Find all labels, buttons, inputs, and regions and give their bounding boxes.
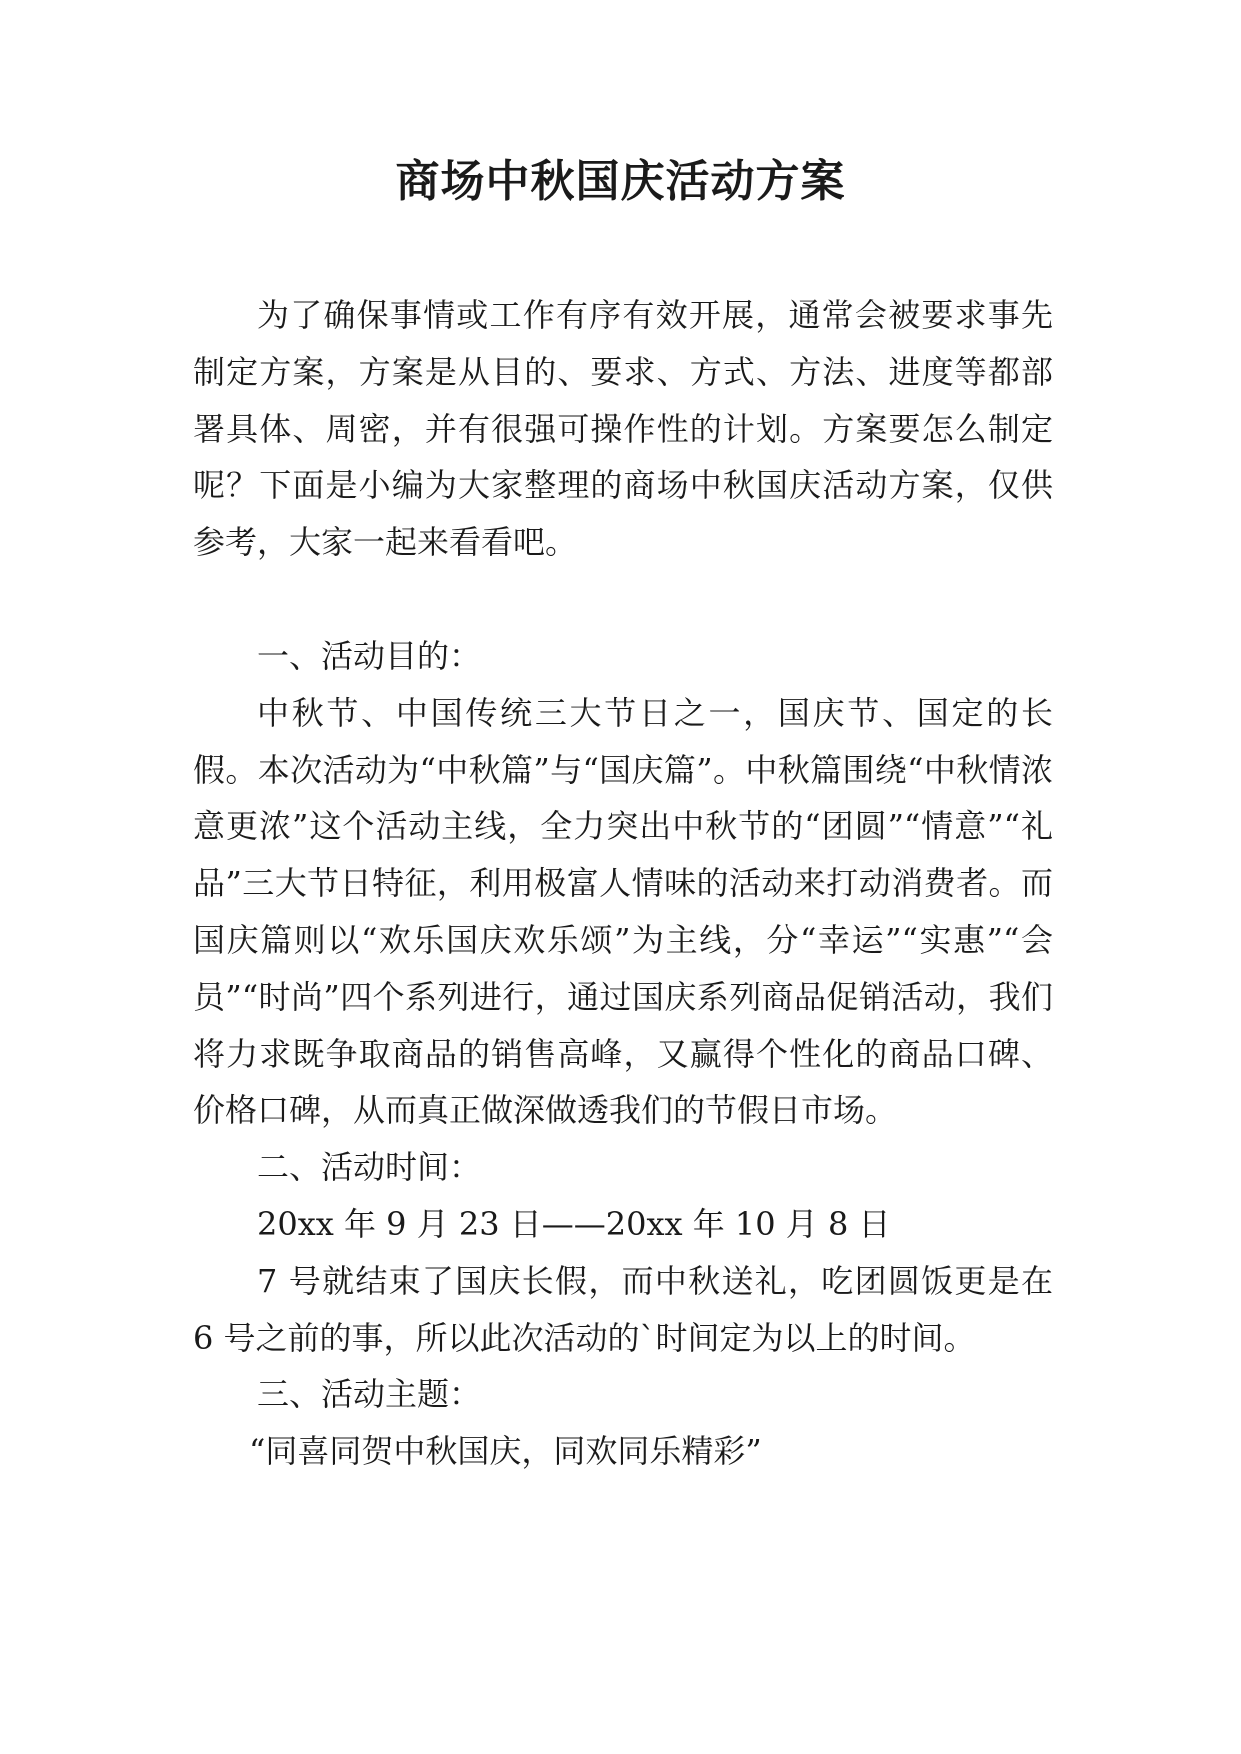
time-explanation-paragraph: 7 号就结束了国庆长假，而中秋送礼，吃团圆饭更是在 6 号之前的事，所以此次活动的`时间定为以上的时间。 bbox=[193, 1261, 1053, 1357]
section-heading-purpose: 一、活动目的： bbox=[257, 636, 482, 675]
theme-slogan: “同喜同贺中秋国庆，同欢同乐精彩” bbox=[249, 1432, 762, 1471]
intro-paragraph: 为了确保事情或工作有序有效开展，通常会被要求事先制定方案，方案是从目的、要求、方式、方法、进度等都部署具体、周密，并有很强可操作性的计划。方案要怎么制定呢？下面是小编为大家整理的商场中秋国庆活动方案，仅供参考，大家一起来看看吧。 bbox=[193, 296, 1053, 562]
section-heading-theme: 三、活动主题： bbox=[257, 1375, 482, 1414]
time-range-paragraph: 20xx 年 9 月 23 日——20xx 年 10 月 8 日 bbox=[257, 1204, 891, 1243]
purpose-paragraph: 中秋节、中国传统三大节日之一，国庆节、国定的长假。本次活动为“中秋篇”与“国庆篇”。中秋篇围绕“中秋情浓意更浓”这个活动主线，全力突出中秋节的“团圆”“情意”“礼品”三大节日特征，利用极富人情味的活动来打动消费者。而国庆篇则以“欢乐国庆欢乐颂”为主线，分“幸运”“实惠”“会员”“时尚”四个系列进行，通过国庆系列商品促销活动，我们将力求既争取商品的销售高峰，又赢得个性化的商品口碑、价格口碑，从而真正做深做透我们的节假日市场。 bbox=[193, 693, 1053, 1130]
section-heading-time: 二、活动时间： bbox=[257, 1148, 482, 1187]
document-body bbox=[193, 287, 1053, 1480]
document-title: 商场中秋国庆活动方案 bbox=[395, 156, 846, 207]
